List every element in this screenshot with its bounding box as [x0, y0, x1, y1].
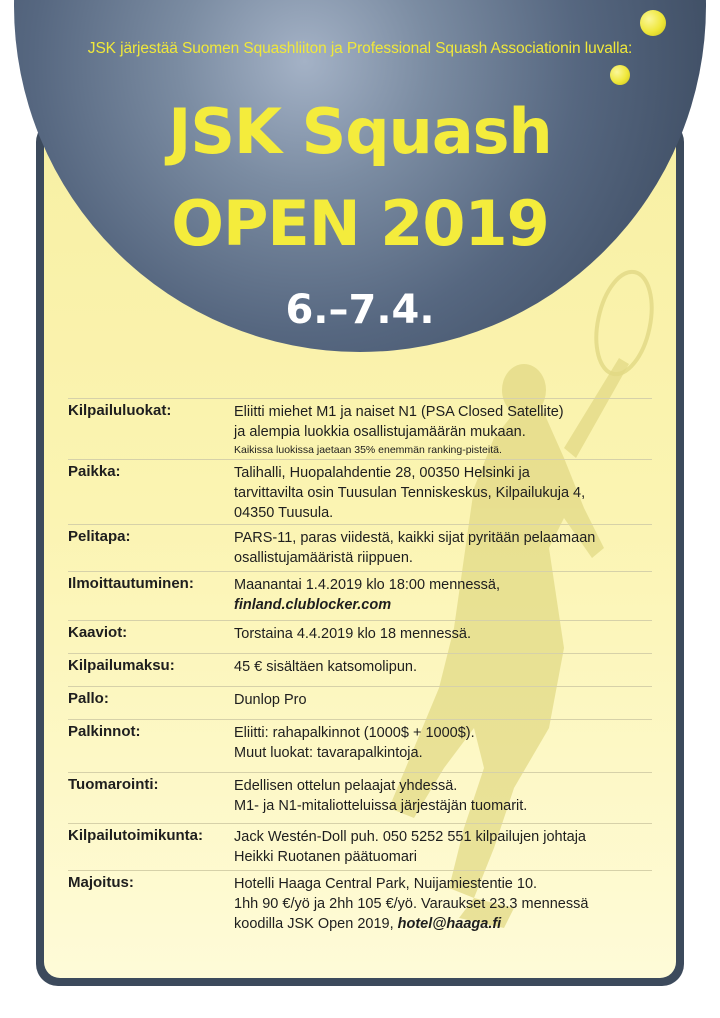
info-row-venue [68, 459, 652, 524]
row-label: Ilmoittautuminen: [68, 575, 194, 592]
event-dates: 6.–7.4. [285, 287, 435, 333]
row-line: osallistujamääristä riippuen. [234, 550, 413, 566]
row-label: Pelitapa: [68, 528, 131, 545]
row-line: tarvittavilta osin Tuusulan Tenniskeskus, Kilpailukuja 4, [234, 485, 586, 501]
row-line: Talihalli, Huopalahdentie 28, 00350 Helsinki ja [234, 465, 530, 481]
row-line: PARS-11, paras viidestä, kaikki sijat pyritään pelaamaan [234, 530, 596, 546]
row-value [234, 723, 654, 763]
row-label: Kilpailuluokat: [68, 402, 172, 419]
row-value [234, 528, 654, 568]
registration-link[interactable]: finland.clublocker.com [234, 597, 392, 613]
row-line: Dunlop Pro [234, 692, 307, 708]
row-value [234, 463, 654, 523]
info-row-fee [68, 653, 652, 686]
row-value [234, 776, 654, 816]
row-label: Palkinnot: [68, 723, 141, 740]
row-line: Heikki Ruotanen päätuomari [234, 849, 417, 865]
row-line [234, 914, 654, 934]
row-line: 1hh 90 €/yö ja 2hh 105 €/yö. Varaukset 23.3 mennessä [234, 896, 589, 912]
row-label: Paikka: [68, 463, 121, 480]
info-row-registration [68, 571, 652, 620]
row-value [234, 575, 654, 615]
row-line: Maanantai 1.4.2019 klo 18:00 mennessä, [234, 577, 501, 593]
row-label: Majoitus: [68, 874, 134, 891]
hotel-email-link[interactable]: hotel@haaga.fi [397, 916, 502, 932]
row-line: Eliitti: rahapalkinnot (1000$ + 1000$). [234, 725, 475, 741]
intro-text: JSK järjestää Suomen Squashliiton ja Professional Squash Associationin luvalla: [87, 40, 633, 57]
row-value [234, 624, 654, 644]
row-line: M1- ja N1-mitaliotteluissa järjestäjän tuomarit. [234, 798, 528, 814]
info-row-accommodation [68, 870, 652, 941]
row-line: Eliitti miehet M1 ja naiset N1 (PSA Closed Satellite) [234, 404, 564, 420]
info-row-categories [68, 398, 652, 459]
row-line: Torstaina 4.4.2019 klo 18 mennessä. [234, 626, 471, 642]
info-row-refereeing [68, 772, 652, 823]
info-row-committee [68, 823, 652, 870]
row-label: Kilpailumaksu: [68, 657, 175, 674]
row-line: 04350 Tuusula. [234, 505, 334, 521]
row-label: Tuomarointi: [68, 776, 159, 793]
row-line: ja alempia luokkia osallistujamäärän mukaan. [234, 424, 526, 440]
info-row-ball [68, 686, 652, 719]
row-label: Pallo: [68, 690, 109, 707]
info-table [68, 398, 652, 941]
row-line: Edellisen ottelun pelaajat yhdessä. [234, 778, 458, 794]
title-line-1: JSK Squash [168, 95, 552, 168]
row-value [234, 690, 654, 710]
info-row-format [68, 524, 652, 571]
row-label: Kaaviot: [68, 624, 128, 641]
row-line-prefix: koodilla JSK Open 2019, [234, 916, 398, 932]
title-line-2: OPEN 2019 [171, 187, 549, 260]
row-value [234, 402, 654, 458]
row-note: Kaikissa luokissa jaetaan 35% enemmän ranking-pisteitä. [234, 444, 502, 456]
row-value [234, 657, 654, 677]
info-row-prizes [68, 719, 652, 772]
row-label: Kilpailutoimikunta: [68, 827, 203, 844]
row-line: 45 € sisältäen katsomolipun. [234, 659, 417, 675]
squash-ball-icon [640, 10, 666, 36]
row-line: Jack Westén-Doll puh. 050 5252 551 kilpailujen johtaja [234, 829, 586, 845]
info-row-draws [68, 620, 652, 653]
row-line: Muut luokat: tavarapalkintoja. [234, 745, 423, 761]
row-value [234, 827, 654, 867]
row-value [234, 874, 654, 934]
squash-ball-icon [610, 65, 630, 85]
row-line: Hotelli Haaga Central Park, Nuijamiestentie 10. [234, 876, 538, 892]
